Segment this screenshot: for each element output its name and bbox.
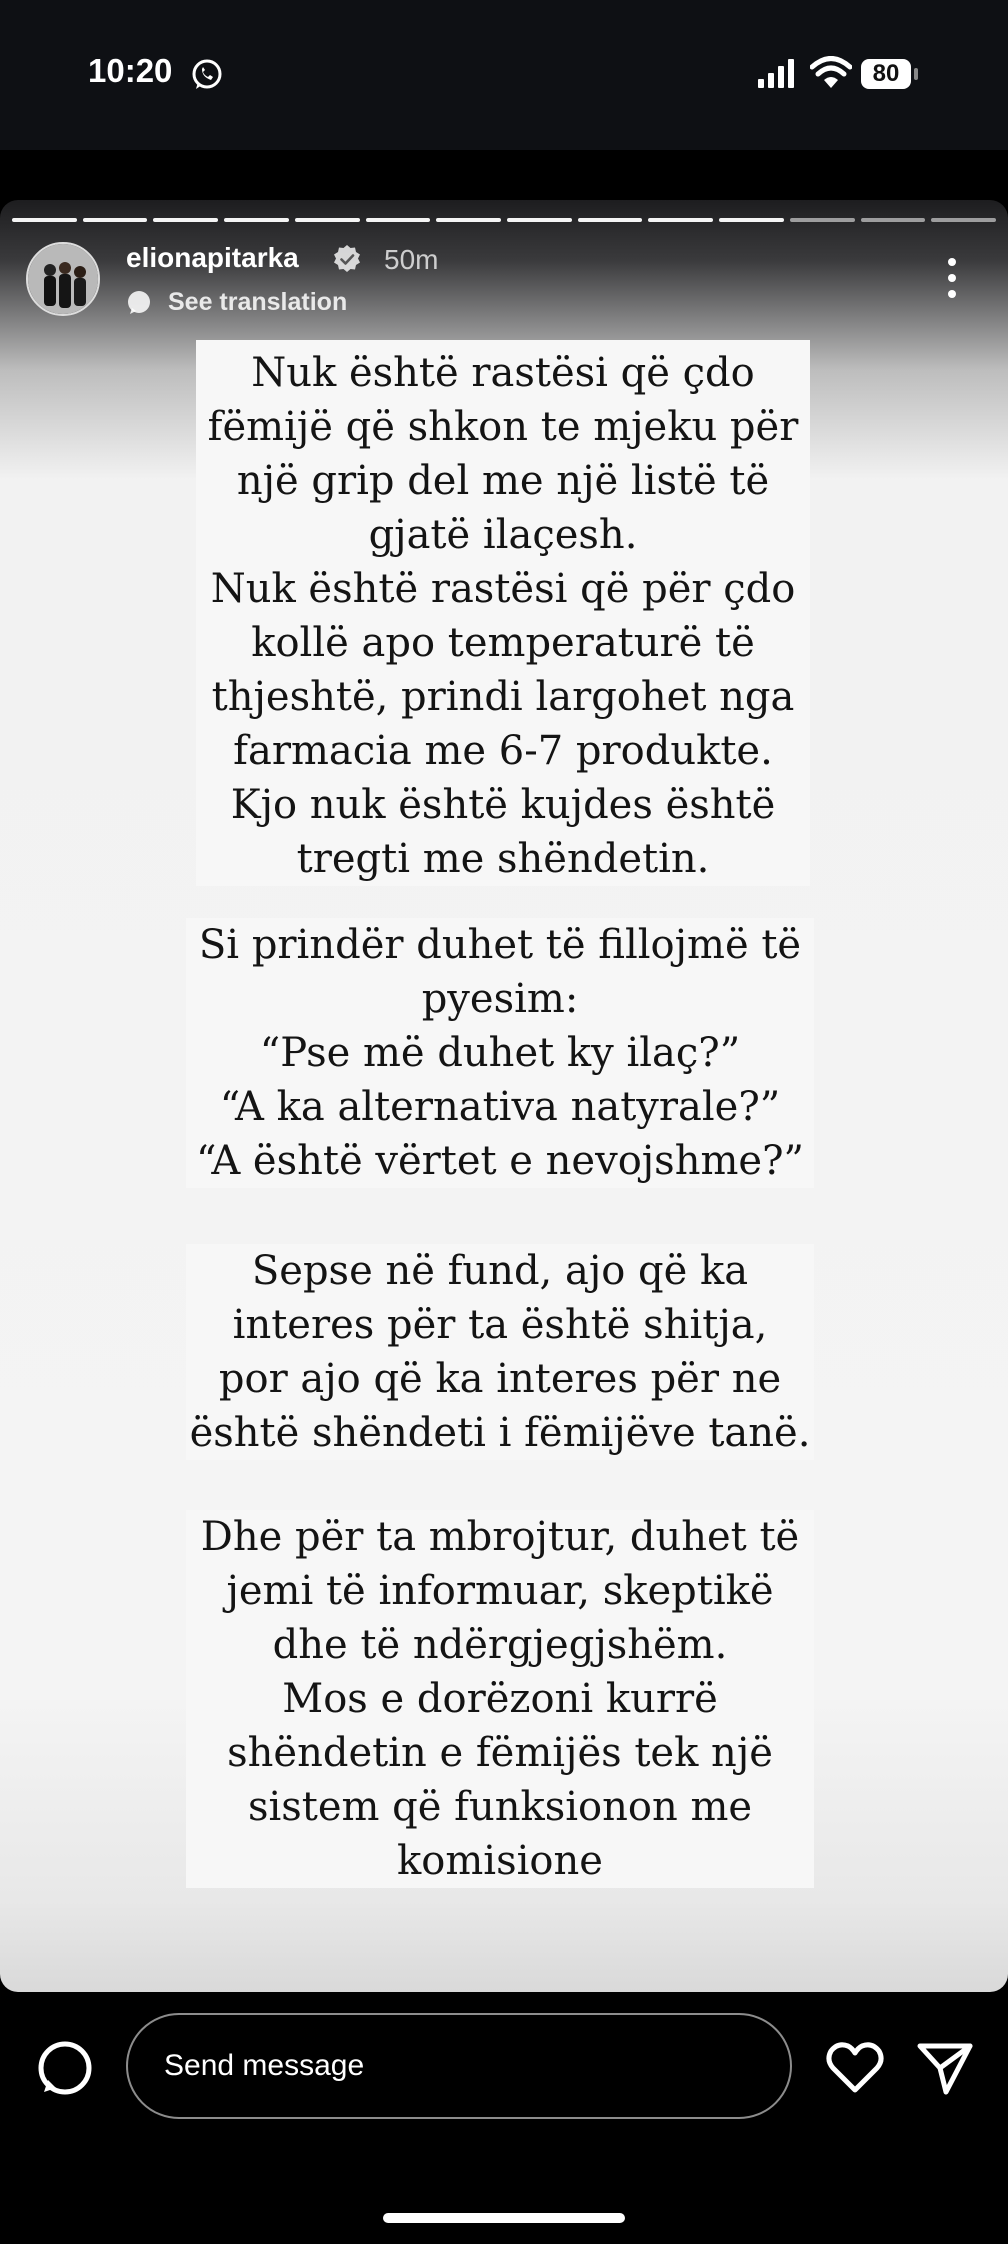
story-text-block: Dhe për ta mbrojtur, duhet të jemi të informuar, skeptikë dhe të ndërgjegjshëm. Mos e dorëzoni kurrë shëndetin e fëmijës tek një sistem që funksionon me komisione [186, 1510, 814, 1888]
story-progress-segment [224, 218, 289, 222]
story-progress-segment [931, 218, 996, 222]
home-indicator[interactable] [383, 2213, 625, 2223]
story-text-block: Sepse në fund, ajo që ka interes për ta është shitja, por ajo që ka interes për ne është shëndeti i fëmijëve tanë. [186, 1244, 814, 1460]
story-progress-segment [83, 218, 148, 222]
story-progress-bar [12, 218, 996, 222]
avatar[interactable] [26, 242, 100, 316]
story-text-block: Nuk është rastësi që çdo fëmijë që shkon te mjeku për një grip del me një listë të gjatë ilaçesh. Nuk është rastësi që për çdo kollë apo temperaturë të thjeshtë, prindi largohet nga farmacia me 6-7 produkte. Kjo nuk është kujdes është tregti me shëndetin. [196, 340, 810, 886]
battery-level: 80 [872, 60, 900, 87]
avatar-image [28, 244, 100, 316]
translate-icon [126, 290, 152, 316]
story-progress-segment [578, 218, 643, 222]
story-progress-segment [12, 218, 77, 222]
story-progress-segment [436, 218, 501, 222]
story-progress-segment [719, 218, 784, 222]
more-options-icon[interactable] [940, 256, 964, 300]
story-progress-segment [507, 218, 572, 222]
status-time: 10:20 [88, 52, 173, 89]
story-text-block: Si prindër duhet të fillojmë të pyesim: “Pse më duhet ky ilaç?” “A ka alternativa natyrale?” “A është vërtet e nevojshme?” [186, 918, 814, 1188]
send-message-input[interactable] [126, 2013, 792, 2119]
send-icon[interactable] [916, 2038, 974, 2096]
chat-icon[interactable] [36, 2040, 94, 2098]
wifi-icon [810, 56, 852, 90]
story-progress-segment [366, 218, 431, 222]
whatsapp-icon [190, 58, 224, 92]
signal-icon [756, 57, 796, 89]
story-progress-segment [861, 218, 926, 222]
story-progress-segment [790, 218, 855, 222]
story-progress-segment [648, 218, 713, 222]
verified-badge-icon [332, 244, 362, 274]
story-progress-segment [153, 218, 218, 222]
see-translation-link[interactable]: See translation [168, 288, 348, 316]
heart-icon[interactable] [826, 2040, 884, 2094]
status-bar [0, 0, 1008, 150]
story-card[interactable] [0, 200, 1008, 1992]
time-ago: 50m [384, 244, 439, 275]
story-progress-segment [295, 218, 360, 222]
username[interactable]: elionapitarka [126, 242, 299, 273]
